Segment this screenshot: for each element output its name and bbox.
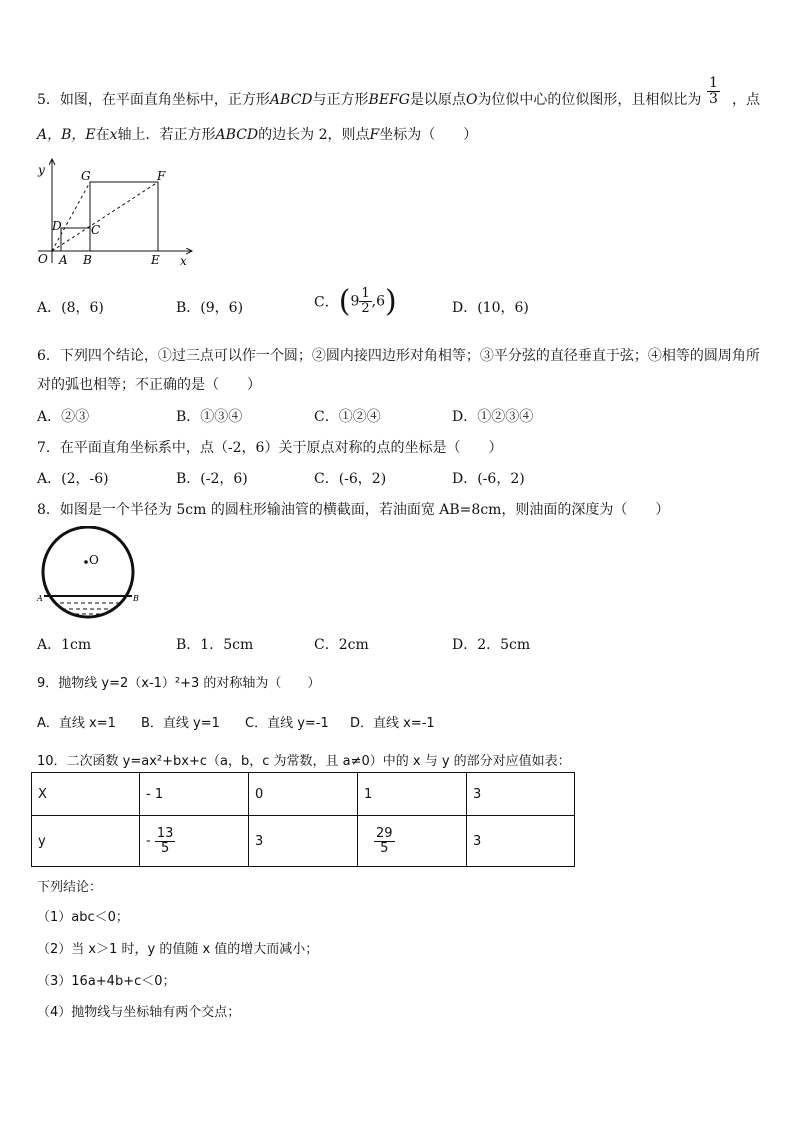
q7-option-d[interactable]: D．(-6，2) (452, 471, 525, 487)
q5-line1: 5．如图，在平面直角坐标中，正方形ABCD与正方形BEFG是以原点O为位似中心的位似图形，且相似比为 (37, 92, 702, 108)
table-cell: 1 (358, 773, 467, 816)
q5-option-a[interactable]: A．(8，6) (37, 300, 104, 316)
q10-conclusion-2: （2）当 x＞1 时，y 的值随 x 值的增大而减小； (37, 942, 319, 957)
q7-option-b[interactable]: B．(-2，6) (176, 471, 248, 487)
q5-ratio-fraction: $\frac{1}{3}$ (709, 75, 718, 107)
q7-option-c[interactable]: C．(-6，2) (314, 471, 387, 487)
q5-line2: A，B，E在x轴上．若正方形ABCD的边长为 2，则点F坐标为（ ） (37, 127, 478, 143)
q9-option-b[interactable]: B．直线 y=1 (141, 716, 220, 731)
q9-option-a[interactable]: A．直线 x=1 (37, 716, 116, 731)
label-o: O (38, 252, 48, 266)
table-cell: y (32, 816, 140, 867)
table-row (32, 773, 575, 816)
q5-option-b[interactable]: B．(9，6) (176, 300, 244, 316)
table-row (32, 816, 575, 867)
q5-option-c[interactable]: C．(9 $\frac{1}{2}$ ,6) (314, 284, 397, 319)
table-cell-fraction: - $\frac{13}{5}$ (140, 816, 249, 867)
q8-pipe-figure (34, 526, 146, 624)
q7-option-a[interactable]: A．(2，-6) (37, 471, 109, 487)
q6-option-b[interactable]: B．①③④ (176, 409, 243, 425)
label-d: D (52, 219, 62, 233)
label-y: y (38, 163, 45, 177)
q10-conclusions-title: 下列结论： (37, 880, 103, 895)
table-cell: X (32, 773, 140, 816)
q6-option-d[interactable]: D．①②③④ (452, 409, 534, 425)
center-point (84, 560, 88, 564)
square-befg (90, 182, 158, 251)
q10-conclusion-4: （4）抛物线与坐标轴有两个交点； (37, 1005, 241, 1020)
table-cell: 3 (249, 816, 358, 867)
q10-conclusion-3: （3）16a+4b+c＜0； (37, 974, 176, 989)
table-cell: - 1 (140, 773, 249, 816)
q10-conclusion-1: （1）abc＜0； (37, 910, 129, 925)
label-a: A (59, 253, 68, 267)
label-a: A (37, 594, 43, 603)
q7-line1: 7．在平面直角坐标系中，点（-2，6）关于原点对称的点的坐标是（ ） (37, 440, 503, 456)
label-x: x (180, 254, 187, 268)
q9-line1: 9．抛物线 y=2（x-1）²+3 的对称轴为（ ） (37, 676, 321, 691)
label-o: O (89, 553, 99, 567)
q5-number: 5． (37, 92, 60, 108)
q8-option-a[interactable]: A．1cm (37, 637, 92, 653)
label-g: G (81, 169, 91, 183)
q6-option-a[interactable]: A．②③ (37, 409, 90, 425)
q5-option-d[interactable]: D．(10，6) (452, 300, 529, 316)
table-cell: 0 (249, 773, 358, 816)
table-cell: 3 (467, 773, 575, 816)
label-b: B (133, 594, 139, 603)
q6-option-c[interactable]: C．①②④ (314, 409, 381, 425)
square-abcd (61, 228, 90, 251)
q9-option-c[interactable]: C．直线 y=-1 (245, 716, 329, 731)
q6-line1: 6．下列四个结论，①过三点可以作一个圆；②圆内接四边形对角相等；③平分弦的直径垂直于弦；④相等的圆周角所 (37, 348, 760, 364)
q8-option-b[interactable]: B．1．5cm (176, 637, 254, 653)
dashed-line-og (52, 182, 90, 251)
q10-value-table (31, 772, 575, 867)
q6-line2: 对的弧也相等；不正确的是（ ） (37, 377, 261, 393)
q5-line1-end: ，点 (732, 92, 760, 108)
dashed-line-of (52, 182, 158, 251)
label-c: C (91, 223, 101, 237)
label-e: E (151, 253, 160, 267)
table-cell-fraction: $\frac{29}{5}$ (358, 816, 467, 867)
q8-line1: 8．如图是一个半径为 5cm 的圆柱形输油管的横截面，若油面宽 AB=8cm，则油面的深度为（ ） (37, 502, 670, 518)
label-b: B (83, 253, 92, 267)
label-f: F (157, 169, 166, 183)
q9-option-d[interactable]: D．直线 x=-1 (350, 716, 435, 731)
table-cell: 3 (467, 816, 575, 867)
q5-coordinate-figure (30, 155, 200, 270)
oil-region (34, 596, 146, 624)
q10-line1: 10．二次函数 y=ax²+bx+c（a，b，c 为常数，且 a≠0）中的 x 与 y 的部分对应值如表： (37, 754, 571, 769)
q8-option-d[interactable]: D．2．5cm (452, 637, 531, 653)
q8-option-c[interactable]: C．2cm (314, 637, 369, 653)
